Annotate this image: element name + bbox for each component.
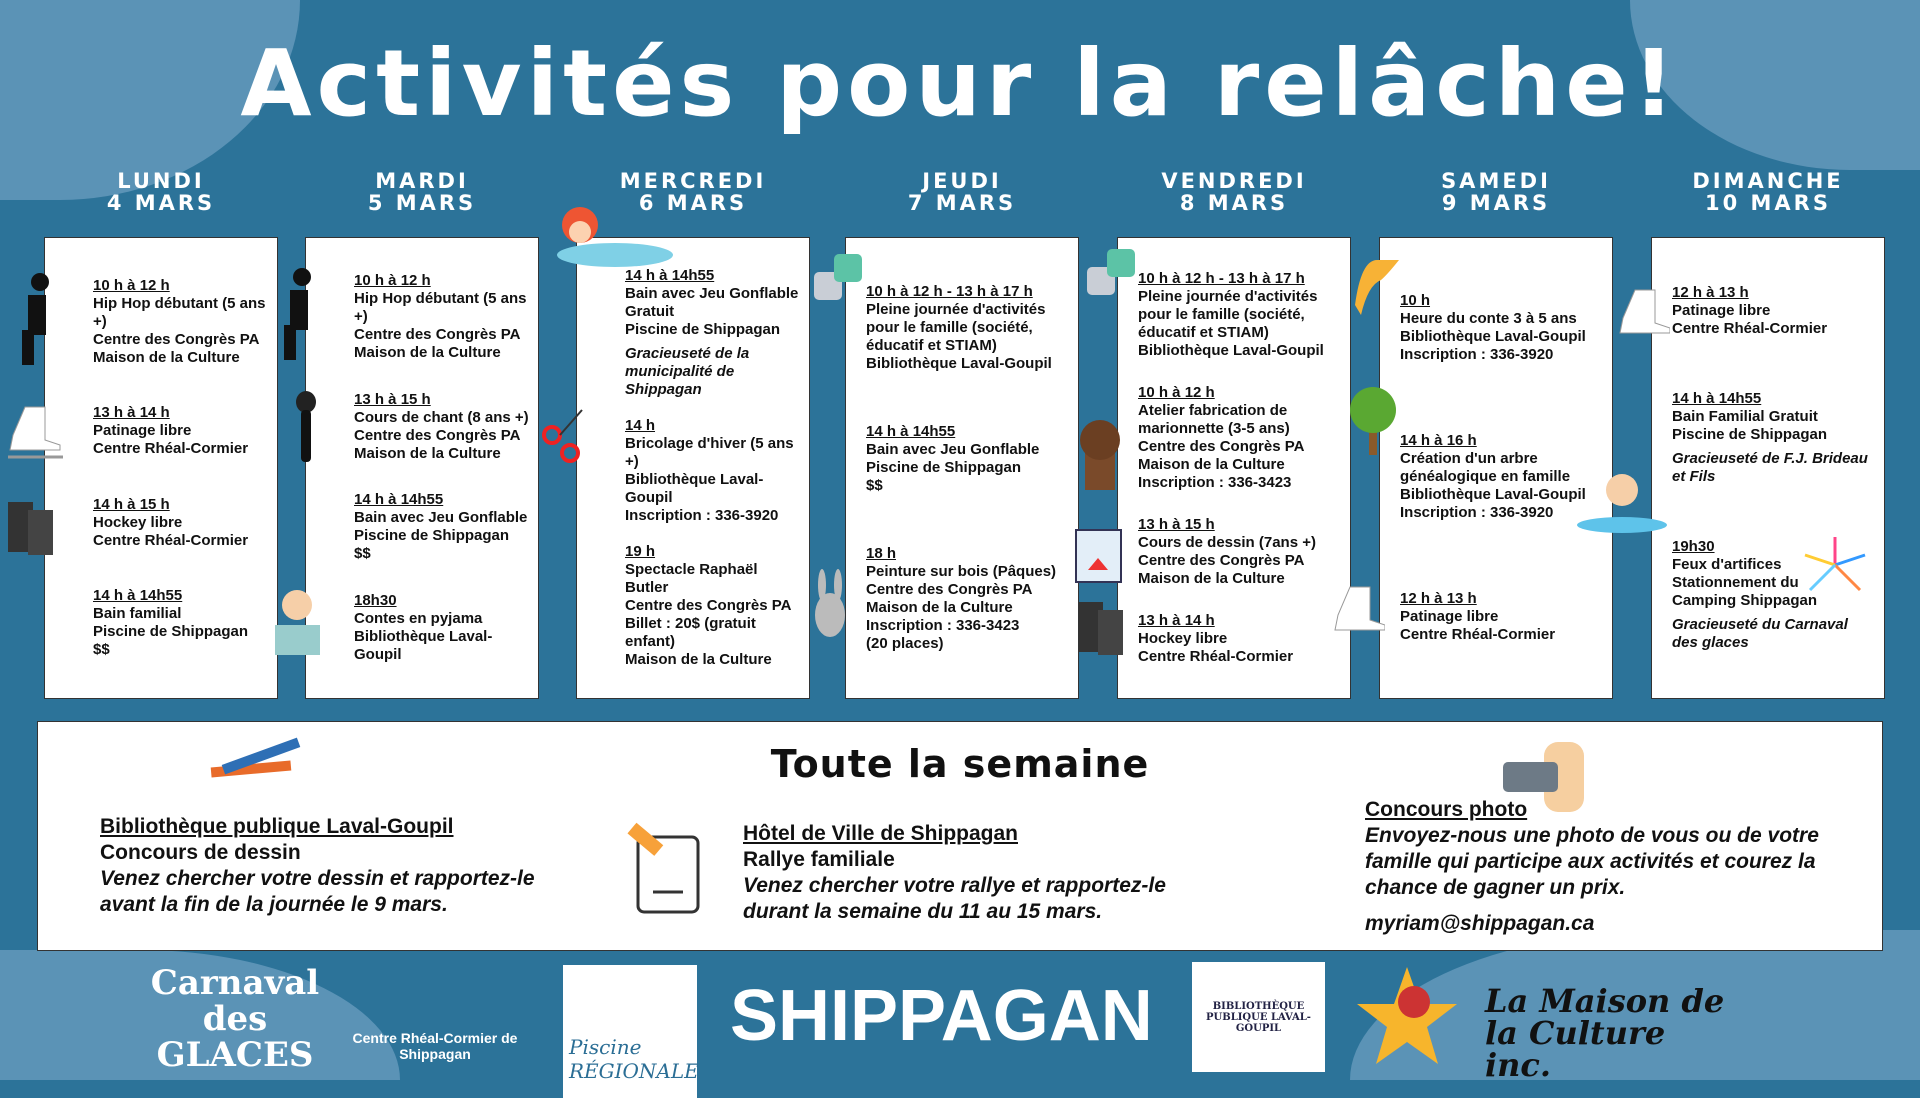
event-item <box>1138 516 1342 588</box>
event-detail: Création d'un arbre <box>1400 450 1538 467</box>
event-detail: Maison de la Culture <box>625 651 772 668</box>
hip-hop-dancer-icon <box>10 270 60 370</box>
day-date: 8 MARS <box>1179 191 1289 215</box>
day-name: JEUDI <box>922 169 1002 193</box>
event-detail: Hockey libre <box>1138 630 1228 647</box>
day-date: 7 MARS <box>907 191 1017 215</box>
event-detail: pour le famille (société, <box>1138 306 1305 323</box>
event-detail: Maison de la Culture <box>354 444 501 462</box>
event-item <box>1672 390 1876 486</box>
event-time: 14 h à 15 h <box>93 495 170 513</box>
event-detail: Inscription : 336-3423 <box>1138 474 1292 491</box>
event-detail: Piscine de Shippagan <box>93 623 249 641</box>
event-detail: Pleine journée d'activités <box>1138 288 1318 305</box>
event-detail: Bibliothèque Laval-Goupil <box>1138 342 1324 359</box>
event-detail: Bain Familial Gratuit <box>1672 408 1818 425</box>
day-column-lundi <box>44 237 278 699</box>
event-time: 18h30 <box>354 591 397 609</box>
event-detail: Bain familial <box>93 605 182 623</box>
day-column-jeudi <box>845 237 1079 699</box>
event-detail: Centre des Congrès PA <box>1138 438 1305 455</box>
event-item <box>93 587 269 659</box>
pencil-paper-icon <box>623 822 708 917</box>
event-item <box>93 496 269 550</box>
event-item <box>354 391 530 463</box>
dice-icon <box>1085 245 1137 301</box>
event-detail: Cours de chant (8 ans +) <box>354 408 529 426</box>
event-detail: Bain avec Jeu Gonflable <box>625 285 799 302</box>
event-detail: Centre des Congrès PA <box>354 326 521 344</box>
event-time: 14 h <box>625 417 656 434</box>
event-time: 14 h à 14h55 <box>93 587 183 605</box>
block-subtitle: Concours de dessin <box>100 841 301 864</box>
week-block-drawing-contest <box>100 814 570 918</box>
event-item <box>866 423 1070 495</box>
event-detail: Bibliothèque Laval-Goupil <box>866 355 1052 372</box>
event-detail: Patinage libre <box>1400 608 1499 625</box>
event-detail: (20 places) <box>866 635 944 652</box>
event-detail: $$ <box>354 545 371 563</box>
swimmer-icon <box>555 200 675 270</box>
event-detail: Bibliothèque Laval-Goupil <box>625 471 764 506</box>
day-name: LUNDI <box>117 169 205 193</box>
day-date: 5 MARS <box>367 191 477 215</box>
drawing-icon <box>1073 525 1131 585</box>
day-name: MERCREDI <box>619 169 767 193</box>
event-detail: Patinage libre <box>93 422 192 440</box>
event-detail: Centre Rhéal-Cormier <box>93 531 249 549</box>
figure-skate-icon <box>1615 288 1670 343</box>
hockey-skate-icon <box>1073 600 1133 670</box>
event-item <box>866 283 1070 373</box>
day-column-dimanche <box>1651 237 1885 699</box>
event-detail: éducatif et STIAM) <box>1138 324 1269 341</box>
child-reading-icon <box>270 585 325 670</box>
event-detail: Camping Shippagan <box>1672 592 1818 609</box>
day-header <box>1117 170 1351 214</box>
event-detail: Maison de la Culture <box>93 348 240 366</box>
event-item <box>1138 384 1342 492</box>
event-item <box>1400 292 1604 364</box>
week-block-rally <box>743 821 1213 925</box>
event-detail: Centre des Congrès PA <box>866 581 1033 598</box>
day-name: VENDREDI <box>1161 169 1307 193</box>
event-detail: Gratuit <box>625 303 675 320</box>
event-detail: Inscription : 336-3920 <box>625 507 779 524</box>
day-date: 4 MARS <box>106 191 216 215</box>
event-item <box>354 491 530 563</box>
event-item <box>1138 612 1342 666</box>
week-title: Toute la semaine <box>770 742 1150 786</box>
event-item <box>625 417 801 525</box>
event-detail: Bibliothèque Laval-Goupil <box>354 627 493 663</box>
event-time: 12 h à 13 h <box>1400 590 1477 607</box>
event-item <box>1138 270 1342 360</box>
day-header <box>845 170 1079 214</box>
event-detail: Centre des Congrès PA <box>1138 552 1305 569</box>
logo-centre-rheal-cormier: Centre Rhéal-Cormier de Shippagan <box>352 1030 518 1062</box>
event-detail: Bain avec Jeu Gonflable <box>866 441 1040 458</box>
block-heading[interactable]: Bibliothèque publique Laval-Goupil <box>100 815 454 838</box>
bear-puppet-icon <box>1070 410 1130 495</box>
event-detail: Centre des Congrès PA <box>354 426 521 444</box>
day-header <box>1651 170 1885 214</box>
day-date: 9 MARS <box>1441 191 1551 215</box>
event-item <box>1400 590 1604 644</box>
event-time: 13 h à 15 h <box>354 390 431 408</box>
event-detail: marionnette (3-5 ans) <box>1138 420 1290 437</box>
event-time: 18 h <box>866 545 897 562</box>
event-detail: Inscription : 336-3920 <box>1400 504 1554 521</box>
maison-culture-star-icon <box>1352 962 1462 1072</box>
block-heading[interactable]: Hôtel de Ville de Shippagan <box>743 822 1018 845</box>
hockey-skate-icon <box>3 500 63 570</box>
event-detail: Heure du conte 3 à 5 ans <box>1400 310 1577 327</box>
logo-bibliotheque-laval-goupil: BIBLIOTHÈQUE PUBLIQUE LAVAL-GOUPIL <box>1192 962 1325 1072</box>
event-detail: éducatif et STIAM) <box>866 337 997 354</box>
event-time: 19h30 <box>1672 538 1715 555</box>
day-name: MARDI <box>375 169 469 193</box>
event-item <box>625 267 801 399</box>
block-heading[interactable]: Concours photo <box>1365 798 1528 821</box>
event-detail: Hip Hop débutant (5 ans +) <box>93 294 266 330</box>
event-time: 10 h à 12 h <box>1138 384 1215 401</box>
event-detail: Patinage libre <box>1672 302 1771 319</box>
event-detail: Hockey libre <box>93 513 183 531</box>
event-time: 10 h à 12 h - 13 h à 17 h <box>866 283 1033 300</box>
day-name: SAMEDI <box>1441 169 1551 193</box>
block-text: Venez chercher votre rallye et rapportez-le durant la semaine du 11 au 15 mars. <box>743 874 1166 923</box>
day-date: 6 MARS <box>638 191 748 215</box>
event-detail: Feux d'artifices <box>1672 556 1782 573</box>
event-item <box>1672 284 1876 338</box>
event-detail: Centre Rhéal-Cormier <box>1672 320 1828 337</box>
event-detail: Contes en pyjama <box>354 609 483 627</box>
event-item <box>1400 432 1604 522</box>
event-time: 10 h à 12 h <box>93 276 170 294</box>
event-detail: Centre des Congrès PA <box>93 330 260 348</box>
event-time: 14 h à 14h55 <box>866 423 956 440</box>
event-sponsor-note: Gracieuseté de F.J. Brideau et Fils <box>1672 450 1868 485</box>
event-time: 14 h à 14h55 <box>354 491 444 509</box>
day-header <box>305 170 539 214</box>
day-header <box>44 170 278 214</box>
event-item <box>93 404 269 458</box>
event-detail: Bricolage d'hiver (5 ans +) <box>625 435 794 470</box>
scissors-icon <box>540 405 585 465</box>
event-detail: Bibliothèque Laval-Goupil <box>1400 328 1586 345</box>
event-detail: Maison de la Culture <box>1138 570 1285 587</box>
event-time: 14 h à 14h55 <box>1672 390 1762 407</box>
event-item <box>93 277 269 367</box>
event-detail: Spectacle Raphaël Butler <box>625 561 758 596</box>
event-item <box>354 592 530 664</box>
event-time: 12 h à 13 h <box>1672 284 1749 301</box>
event-detail: Centre Rhéal-Cormier <box>93 440 249 458</box>
event-sponsor-note: Gracieuseté de la municipalité de Shippagan <box>625 345 750 398</box>
event-detail: généalogique en famille <box>1400 468 1571 485</box>
event-detail: Centre Rhéal-Cormier <box>1138 648 1294 665</box>
event-time: 13 h à 14 h <box>1138 612 1215 629</box>
crayons-icon <box>206 736 306 786</box>
day-column-mercredi <box>576 237 810 699</box>
event-item <box>866 545 1070 653</box>
hip-hop-dancer-icon <box>272 265 322 365</box>
event-detail: Pleine journée d'activités <box>866 301 1046 318</box>
event-detail: Piscine de Shippagan <box>354 527 510 545</box>
day-name: DIMANCHE <box>1692 169 1844 193</box>
microphone-icon <box>295 390 317 465</box>
event-detail: Maison de la Culture <box>866 599 1013 616</box>
event-detail: Bain avec Jeu Gonflable <box>354 509 528 527</box>
day-column-samedi <box>1379 237 1613 699</box>
event-time: 19 h <box>625 543 656 560</box>
all-week-panel <box>37 721 1883 951</box>
dice-icon <box>812 250 864 306</box>
book-icon <box>1355 255 1399 315</box>
event-time: 14 h à 16 h <box>1400 432 1477 449</box>
event-detail: pour le famille (société, <box>866 319 1033 336</box>
bunny-icon <box>805 565 855 655</box>
event-time: 10 h à 12 h - 13 h à 17 h <box>1138 270 1305 287</box>
event-detail: Inscription : 336-3920 <box>1400 346 1554 363</box>
week-block-photo-contest <box>1365 797 1845 937</box>
event-detail: $$ <box>93 641 110 659</box>
contact-email[interactable]: myriam@shippagan.ca <box>1365 912 1595 935</box>
logo-shippagan: SHIPPAGAN <box>730 976 1153 1056</box>
logo-maison-de-la-culture: La Maison de la Culture inc. <box>1485 982 1725 1084</box>
event-time: 13 h à 14 h <box>93 404 170 422</box>
event-detail: Inscription : 336-3423 <box>866 617 1020 634</box>
day-date: 10 MARS <box>1705 191 1831 215</box>
block-subtitle: Rallye familiale <box>743 848 895 871</box>
event-time: 14 h à 14h55 <box>625 267 715 284</box>
event-detail: Maison de la Culture <box>354 344 501 362</box>
block-text: Venez chercher votre dessin et rapportez-le avant la fin de la journée le 9 mars. <box>100 867 535 916</box>
event-detail: Piscine de Shippagan <box>1672 426 1828 443</box>
event-detail: Stationnement du <box>1672 574 1799 591</box>
event-detail: $$ <box>866 477 883 494</box>
page-title: Activités pour la relâche! <box>240 30 1680 137</box>
event-detail: Cours de dessin (7ans +) <box>1138 534 1316 551</box>
event-detail: Hip Hop débutant (5 ans +) <box>354 290 527 326</box>
event-detail: Atelier fabrication de <box>1138 402 1288 419</box>
event-detail: Centre Rhéal-Cormier <box>1400 626 1556 643</box>
day-column-mardi <box>305 237 539 699</box>
event-detail: Billet : 20$ (gratuit enfant) <box>625 615 756 650</box>
event-sponsor-note: Gracieuseté du Carnaval des glaces <box>1672 616 1848 651</box>
logo-piscine-regionale: Piscine RÉGIONALE <box>563 965 697 1098</box>
event-time: 13 h à 15 h <box>1138 516 1215 533</box>
event-detail: Centre des Congrès PA <box>625 597 792 614</box>
tree-icon <box>1348 385 1398 455</box>
block-text: Envoyez-nous une photo de vous ou de votre famille qui participe aux activités et courez la chance de gagner un prix. <box>1365 824 1819 899</box>
event-time: 10 h à 12 h <box>354 272 431 290</box>
event-detail: Maison de la Culture <box>1138 456 1285 473</box>
event-detail: Piscine de Shippagan <box>625 321 781 338</box>
logo-carnaval-des-glaces: Carnaval des GLACES <box>150 963 320 1075</box>
event-item <box>1672 538 1876 652</box>
figure-skate-icon <box>5 405 65 460</box>
day-column-vendredi <box>1117 237 1351 699</box>
event-item <box>354 272 530 362</box>
event-detail: Piscine de Shippagan <box>866 459 1022 476</box>
event-detail: Bibliothèque Laval-Goupil <box>1400 486 1586 503</box>
event-item <box>625 543 801 669</box>
event-detail: Peinture sur bois (Pâques) <box>866 563 1057 580</box>
day-header <box>1379 170 1613 214</box>
event-time: 10 h <box>1400 292 1431 309</box>
